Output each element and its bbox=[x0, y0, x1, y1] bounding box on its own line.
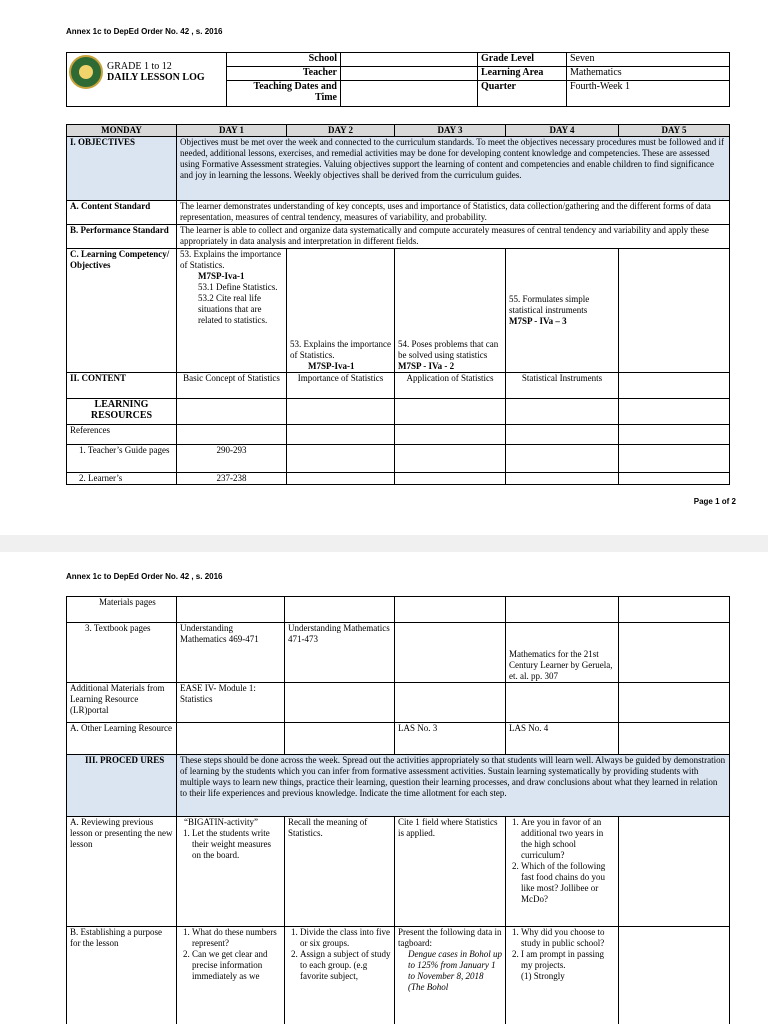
textbook-day2: Understanding Mathematics 471-473 bbox=[285, 623, 395, 683]
materials-label: Materials pages bbox=[67, 597, 177, 623]
reviewing-day1-item: 1. Let the students write their weight measures on the board. bbox=[192, 828, 281, 861]
reviewing-label: A. Reviewing previous lesson or presenting the new lesson bbox=[67, 817, 177, 927]
competency-day4-code: M7SP - IVa – 3 bbox=[509, 316, 567, 326]
reviewing-day4-item: 1. Are you in favor of an additional two years in the high school curriculum? bbox=[521, 817, 615, 861]
learning-area-label: Learning Area bbox=[478, 67, 567, 81]
quarter-label: Quarter bbox=[478, 81, 567, 107]
other-resources-day3: LAS No. 3 bbox=[395, 723, 506, 755]
content-standard-text: The learner demonstrates understanding of key concepts, uses and importance of Statistics, data collection/gathering and the different forms of data representation, measures of central tendency, measures of variability, and probability. bbox=[177, 201, 730, 225]
purpose-day2-item: 2. Assign a subject of study to each group. (e.g favorite subject, bbox=[300, 949, 391, 982]
other-resources-label: A. Other Learning Resource bbox=[67, 723, 177, 755]
school-value bbox=[341, 53, 478, 67]
competency-day1-b: 53.1 Define Statistics. bbox=[198, 282, 278, 292]
annex-header: Annex 1c to DepEd Order No. 42 , s. 2016 bbox=[66, 572, 223, 581]
quarter-value: Fourth-Week 1 bbox=[567, 81, 730, 107]
lesson-log-table-continued bbox=[66, 596, 730, 1024]
grade-level-label: Grade Level bbox=[478, 53, 567, 67]
purpose-label: B. Establishing a purpose for the lesson bbox=[67, 927, 177, 1024]
purpose-day1-item: 1. What do these numbers represent? bbox=[192, 927, 281, 949]
page-2 bbox=[0, 552, 768, 1024]
purpose-day3-data: Dengue cases in Bohol up to 125% from January 1 to November 8, 2018 (The Bohol bbox=[408, 949, 502, 992]
teachers-guide-label: 1. Teacher’s Guide pages bbox=[67, 445, 177, 473]
day-header: DAY 4 bbox=[506, 125, 619, 137]
competency-day1-code: M7SP-Iva-1 bbox=[198, 271, 245, 281]
purpose-day4 bbox=[506, 927, 619, 1024]
references-label: References bbox=[67, 425, 177, 445]
dll-title: DAILY LESSON LOG bbox=[107, 72, 205, 83]
purpose-day4-sub: (1) Strongly bbox=[521, 971, 565, 981]
page-number: Page 1 of 2 bbox=[693, 497, 736, 506]
annex-header: Annex 1c to DepEd Order No. 42 , s. 2016 bbox=[66, 27, 223, 36]
competency-day3-text: 54. Poses problems that can be solved using statistics bbox=[398, 339, 499, 360]
other-resources-day4: LAS No. 4 bbox=[506, 723, 619, 755]
competency-day4-text: 55. Formulates simple statistical instruments bbox=[509, 294, 590, 315]
competency-day1-a: 53. Explains the importance of Statistics. bbox=[180, 249, 281, 270]
grade-range: GRADE 1 to 12 bbox=[107, 61, 172, 72]
competency-day3 bbox=[395, 249, 506, 373]
competency-day5 bbox=[619, 249, 730, 373]
purpose-day2 bbox=[285, 927, 395, 1024]
content-standard-label: A. Content Standard bbox=[67, 201, 177, 225]
competency-day2 bbox=[287, 249, 395, 373]
purpose-day1-item: 2. Can we get clear and precise information immediately as we bbox=[192, 949, 281, 982]
purpose-day4-item: 1. Why did you choose to study in public school? bbox=[521, 927, 615, 949]
objectives-text: Objectives must be met over the week and connected to the curriculum standards. To meet the objectives necessary procedures must be followed and if needed, additional lessons, exercises, and remedial activities may be done for developing content knowledge and competencies. These are assessed using Formative Assessment strategies. Valuing objectives support the learning of content and competencies and enable children to find significance and joy in learning the lessons. Weekly objectives shall be derived from the curriculum guides. bbox=[177, 137, 730, 201]
content-label: II. CONTENT bbox=[67, 373, 177, 399]
school-label: School bbox=[227, 53, 341, 67]
content-day2: Importance of Statistics bbox=[287, 373, 395, 399]
competency-day4 bbox=[506, 249, 619, 373]
competency-day1 bbox=[177, 249, 287, 373]
reviewing-day3: Cite 1 field where Statistics is applied. bbox=[395, 817, 506, 927]
reviewing-day1 bbox=[177, 817, 285, 927]
day-header: DAY 2 bbox=[287, 125, 395, 137]
header-table bbox=[66, 52, 730, 107]
competency-day2-text: 53. Explains the importance of Statistics. bbox=[290, 339, 391, 360]
content-day5 bbox=[619, 373, 730, 399]
dates-value bbox=[341, 81, 478, 107]
dates-label: Teaching Dates and Time bbox=[227, 81, 341, 107]
learners-day1: 237-238 bbox=[177, 473, 287, 485]
content-day3: Application of Statistics bbox=[395, 373, 506, 399]
additional-materials-day1: EASE IV- Module 1: Statistics bbox=[177, 683, 285, 723]
day-header: DAY 1 bbox=[177, 125, 287, 137]
learners-label: 2. Learner’s bbox=[67, 473, 177, 485]
header-brand bbox=[67, 53, 227, 107]
objectives-label: I. OBJECTIVES bbox=[67, 137, 177, 201]
purpose-day1 bbox=[177, 927, 285, 1024]
textbook-day4: Mathematics for the 21st Century Learner by Geruela, et. al. pp. 307 bbox=[506, 623, 619, 683]
grade-level-value: Seven bbox=[567, 53, 730, 67]
performance-standard-label: B. Performance Standard bbox=[67, 225, 177, 249]
purpose-day3 bbox=[395, 927, 506, 1024]
purpose-day3-intro: Present the following data in tagboard: bbox=[398, 927, 502, 948]
reviewing-day2: Recall the meaning of Statistics. bbox=[285, 817, 395, 927]
competency-day3-code: M7SP - IVa - 2 bbox=[398, 361, 455, 371]
additional-materials-label: Additional Materials from Learning Resource (LR)portal bbox=[67, 683, 177, 723]
learning-area-value: Mathematics bbox=[567, 67, 730, 81]
competency-label: C. Learning Competency/ Objectives bbox=[67, 249, 177, 373]
day-header: MONDAY bbox=[67, 125, 177, 137]
day-header: DAY 3 bbox=[395, 125, 506, 137]
textbook-day1: Understanding Mathematics 469-471 bbox=[177, 623, 285, 683]
competency-day1-c: 53.2 Cite real life situations that are related to statistics. bbox=[198, 293, 268, 325]
day-header: DAY 5 bbox=[619, 125, 730, 137]
reviewing-day1-title: “BIGATIN-activity” bbox=[184, 817, 258, 827]
lesson-log-table bbox=[66, 124, 730, 485]
reviewing-day4-item: 2. Which of the following fast food chains do you like most? Jollibee or McDo? bbox=[521, 861, 615, 905]
competency-day2-code: M7SP-Iva-1 bbox=[308, 361, 355, 371]
textbook-label: 3. Textbook pages bbox=[67, 623, 177, 683]
teacher-label: Teacher bbox=[227, 67, 341, 81]
purpose-day4-item: 2. I am prompt in passing my projects. bbox=[521, 949, 615, 971]
learning-resources-label: LEARNING RESOURCES bbox=[67, 399, 177, 425]
teacher-value bbox=[341, 67, 478, 81]
content-day1: Basic Concept of Statistics bbox=[177, 373, 287, 399]
purpose-day2-item: 1. Divide the class into five or six groups. bbox=[300, 927, 391, 949]
procedures-label: III. PROCED URES bbox=[67, 755, 177, 817]
deped-seal-icon bbox=[69, 55, 103, 89]
reviewing-day4 bbox=[506, 817, 619, 927]
procedures-text: These steps should be done across the week. Spread out the activities appropriately so that students will learn well. Always be guided by demonstration of learning by the students which you can infer from formative assessment activities. Sustain learning systematically by providing students with multiple ways to learn new things, practice their learning, question their learning processes, and draw conclusions about what they learned in relation to their life experiences and previous knowledge. Indicate the time allotment for each step. bbox=[177, 755, 730, 817]
content-day4: Statistical Instruments bbox=[506, 373, 619, 399]
performance-standard-text: The learner is able to collect and organize data systematically and compute accurately measures of central tendency and variability and apply these appropriately in data analysis and interpretation in different fields. bbox=[177, 225, 730, 249]
teachers-guide-day1: 290-293 bbox=[177, 445, 287, 473]
